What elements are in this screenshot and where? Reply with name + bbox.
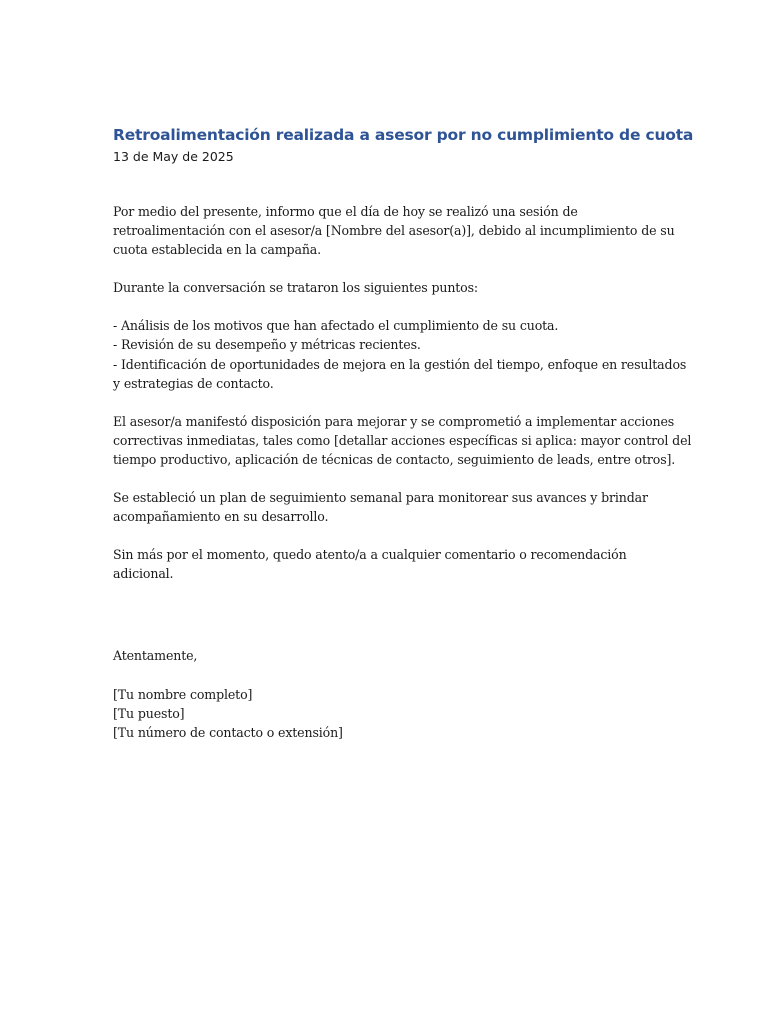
text-line: Se estableció un plan de seguimiento semanal para monitorear sus avances y brindar: [113, 490, 648, 506]
document-content: [113, 123, 694, 742]
text-line: correctivas inmediatas, tales como [detallar acciones específicas si aplica: mayor control del: [113, 432, 692, 448]
text-line: acompañamiento en su desarrollo.: [113, 509, 329, 525]
text-line: Durante la conversación se trataron los siguientes puntos:: [113, 280, 479, 296]
document-date: 13 de May de 2025: [113, 149, 234, 164]
signature-position: [Tu puesto]: [113, 705, 185, 721]
list-item-continuation: y estrategias de contacto.: [113, 375, 274, 391]
paragraph-intro: [113, 202, 675, 259]
paragraph-points-intro: [113, 278, 658, 297]
signature-name: [Tu nombre completo]: [113, 686, 253, 702]
signature-block: [113, 685, 658, 742]
text-line: tiempo productivo, aplicación de técnicas de contacto, seguimiento de leads, entre otros].: [113, 451, 676, 467]
paragraph-commitment: [113, 412, 692, 469]
text-line: El asesor/a manifestó disposición para mejorar y se comprometió a implementar acciones: [113, 413, 675, 429]
closing-salutation: Atentamente,: [113, 648, 198, 664]
text-line: Por medio del presente, informo que el día de hoy se realizó una sesión de: [113, 204, 578, 219]
text-line: cuota establecida en la campaña.: [113, 242, 322, 258]
text-line: retroalimentación con el asesor/a [Nombre del asesor(a)], debido al incumplimiento de su: [113, 223, 675, 239]
document-title: Retroalimentación realizada a asesor por no cumplimiento de cuota: [113, 126, 694, 144]
paragraph-closing-remark: [113, 545, 658, 583]
points-list: [113, 316, 687, 392]
text-line: adicional.: [113, 566, 174, 582]
paragraph-followup: [113, 488, 658, 526]
list-item: - Revisión de su desempeño y métricas recientes.: [113, 337, 421, 353]
list-item: - Identificación de oportunidades de mejora en la gestión del tiempo, enfoque en resultados: [113, 356, 687, 372]
list-item: - Análisis de los motivos que han afectado el cumplimiento de su cuota.: [113, 318, 559, 334]
signature-contact: [Tu número de contacto o extensión]: [113, 724, 343, 740]
text-line: Sin más por el momento, quedo atento/a a cualquier comentario o recomendación: [113, 547, 627, 563]
